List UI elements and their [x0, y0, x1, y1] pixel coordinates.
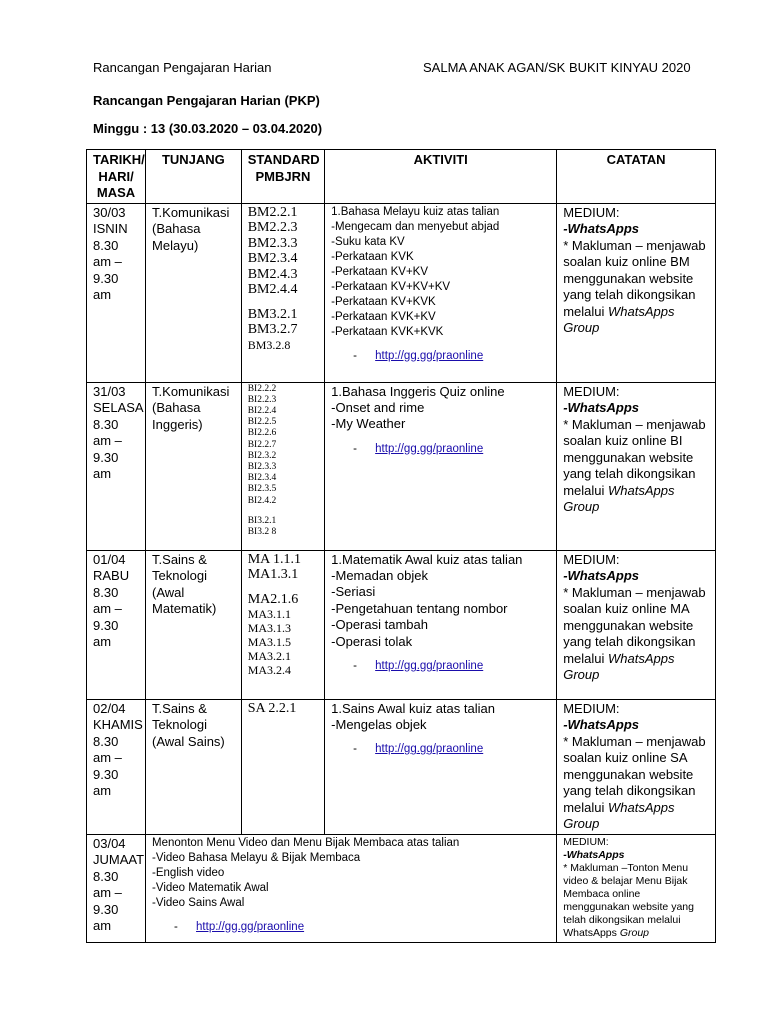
- column-header-tunjang: TUNJANG: [146, 150, 242, 204]
- day: SELASA: [93, 400, 144, 415]
- date: 30/03: [93, 204, 126, 220]
- date: 01/04: [93, 551, 126, 567]
- table-row: [87, 834, 716, 942]
- link-dash: -: [174, 920, 178, 933]
- time: 8.30 am – 9.30 am: [93, 733, 122, 798]
- standards-group-b: [248, 592, 318, 608]
- standards-group-a: [248, 552, 318, 583]
- list-item: -Mengecam dan menyebut abjad: [331, 220, 500, 233]
- list-item: -Perkataan KV+KVK: [331, 295, 436, 308]
- note-medium: MEDIUM:: [563, 551, 620, 567]
- praonline-link[interactable]: http://gg.gg/praonline: [196, 920, 305, 933]
- date-cell: [87, 834, 146, 942]
- date-cell: [87, 550, 146, 699]
- list-item: -Pengetahuan tentang nombor: [331, 600, 508, 616]
- list-item: -Suku kata KV: [331, 235, 405, 248]
- list-item: BI2.2.4: [247, 405, 277, 416]
- date: 03/04: [93, 835, 126, 851]
- tunjang-cell: T.Komunikasi (Bahasa Melayu): [146, 203, 242, 382]
- list-item: BM3.2.8: [247, 337, 291, 352]
- notes-cell: [557, 834, 716, 942]
- standards-group-c: [248, 607, 318, 677]
- list-item: MA2.1.6: [247, 591, 299, 607]
- day: RABU: [93, 568, 130, 583]
- list-item: BI2.2.5: [247, 417, 277, 428]
- link-dash: -: [353, 442, 357, 455]
- list-item: SA 2.2.1: [247, 700, 297, 716]
- date: 31/03: [93, 383, 126, 399]
- link-dash: -: [353, 349, 357, 362]
- list-item: BI2.3.2: [247, 450, 277, 461]
- standard-cell: [241, 699, 324, 834]
- day: ISNIN: [93, 221, 128, 236]
- note-group: Group: [619, 926, 650, 939]
- list-item: 1.Bahasa Melayu kuiz atas talian: [331, 205, 500, 218]
- day: KHAMIS: [93, 717, 143, 732]
- list-item: -Operasi tolak: [331, 633, 413, 649]
- standard-cell: [241, 382, 324, 550]
- link-dash: -: [353, 659, 357, 672]
- list-item: MA3.1.1: [247, 607, 292, 621]
- tunjang-cell: T.Komunikasi (Bahasa Inggeris): [146, 382, 242, 550]
- day: JUMAAT: [93, 852, 145, 867]
- list-item: BI2.2.2: [247, 383, 277, 394]
- notes-cell: [557, 550, 716, 699]
- note-medium: MEDIUM:: [563, 204, 620, 220]
- list-item: -Video Matematik Awal: [152, 881, 269, 894]
- praonline-link[interactable]: http://gg.gg/praonline: [375, 743, 484, 756]
- list-item: BI3.2.1: [247, 515, 277, 526]
- column-header-date: TARIKH/ HARI/ MASA: [87, 150, 146, 204]
- list-item: MA3.1.5: [247, 635, 292, 649]
- note-text: * Makluman – menjawab soalan kuiz online MA menggunakan website yang telah dikongsikan melalui: [563, 584, 706, 666]
- activity-list: [331, 384, 550, 433]
- list-item: -Memadan objek: [331, 567, 428, 583]
- list-item: MA 1.1.1: [247, 551, 301, 567]
- list-item: -Perkataan KV+KV: [331, 265, 429, 278]
- note-app: -WhatsApps: [563, 848, 625, 861]
- activity-list: [331, 701, 550, 734]
- activity-cell: [325, 382, 557, 550]
- list-item: BI3.2 8: [247, 526, 277, 537]
- document-title: Rancangan Pengajaran Harian (PKP): [93, 93, 320, 108]
- tunjang-cell: T.Sains & Teknologi (Awal Matematik): [146, 550, 242, 699]
- note-app: -WhatsApps: [563, 400, 640, 415]
- table-row: [87, 550, 716, 699]
- note-text: * Makluman – menjawab soalan kuiz online BI menggunakan website yang telah dikongsikan melalui: [563, 416, 706, 498]
- column-header-activity: AKTIVITI: [325, 150, 557, 204]
- time: 8.30 am – 9.30 am: [93, 416, 122, 481]
- header-left: Rancangan Pengajaran Harian: [93, 60, 272, 75]
- standards-group-c: [248, 338, 318, 352]
- list-item: BM3.2.7: [247, 322, 298, 337]
- list-item: BI2.2.3: [247, 394, 277, 405]
- note-group: WhatsApps Group: [563, 650, 675, 682]
- activity-list: [331, 552, 550, 650]
- notes-cell: [557, 203, 716, 382]
- list-item: BI2.2.6: [247, 428, 277, 439]
- list-item: MA3.2.1: [247, 649, 292, 663]
- list-item: -English video: [152, 866, 225, 879]
- list-item: -Onset and rime: [331, 399, 425, 415]
- praonline-link[interactable]: http://gg.gg/praonline: [375, 442, 484, 455]
- activity-cell: [325, 203, 557, 382]
- note-medium: MEDIUM:: [563, 835, 609, 848]
- column-header-notes: CATATAN: [557, 150, 716, 204]
- list-item: MA1.3.1: [247, 567, 299, 582]
- note-group: WhatsApps Group: [563, 482, 675, 514]
- list-item: -Perkataan KVK+KVK: [331, 325, 444, 338]
- tunjang-cell: T.Sains & Teknologi (Awal Sains): [146, 699, 242, 834]
- list-item: -Mengelas objek: [331, 716, 427, 732]
- standards-group-a: [248, 701, 318, 717]
- list-item: 1.Bahasa Inggeris Quiz online: [331, 383, 505, 399]
- note-app: -WhatsApps: [563, 221, 640, 236]
- time: 8.30 am – 9.30 am: [93, 237, 122, 302]
- activity-cell: [325, 699, 557, 834]
- list-item: BI2.3.4: [247, 473, 277, 484]
- list-item: -Seriasi: [331, 584, 376, 600]
- list-item: Menonton Menu Video dan Menu Bijak Membaca atas talian: [152, 836, 460, 849]
- list-item: BI2.3.5: [247, 484, 277, 495]
- standards-group-a: [248, 384, 318, 507]
- note-text: * Makluman –Tonton Menu video & belajar Menu Bijak Membaca online menggunakan website yang telah dikongsikan melalui WhatsApps: [563, 861, 694, 939]
- list-item: -My Weather: [331, 416, 406, 432]
- note-text: * Makluman – menjawab soalan kuiz online BM menggunakan website yang telah dikongsikan melalui: [563, 237, 706, 319]
- list-item: -Perkataan KVK+KV: [331, 310, 436, 323]
- list-item: 1.Sains Awal kuiz atas talian: [331, 700, 495, 716]
- list-item: BM2.2.1: [247, 204, 298, 220]
- table-row: [87, 382, 716, 550]
- date-cell: [87, 699, 146, 834]
- standards-group-b: [248, 307, 318, 338]
- list-item: -Video Bahasa Melayu & Bijak Membaca: [152, 851, 361, 864]
- list-item: -Operasi tambah: [331, 617, 428, 633]
- note-app: -WhatsApps: [563, 717, 640, 732]
- list-item: BM2.4.3: [247, 266, 298, 282]
- list-item: MA3.1.3: [247, 621, 292, 635]
- note-text: * Makluman – menjawab soalan kuiz online SA menggunakan website yang telah dikongsikan melalui: [563, 733, 706, 815]
- time: 8.30 am – 9.30 am: [93, 868, 122, 933]
- list-item: -Video Sains Awal: [152, 896, 245, 909]
- table-row: [87, 203, 716, 382]
- list-item: BI2.2.7: [247, 439, 277, 450]
- notes-cell: [557, 382, 716, 550]
- activity-cell: [325, 550, 557, 699]
- list-item: BM2.2.3: [247, 220, 298, 235]
- link-dash: -: [353, 743, 357, 756]
- note-app: -WhatsApps: [563, 568, 640, 583]
- notes-cell: [557, 699, 716, 834]
- praonline-link[interactable]: http://gg.gg/praonline: [375, 659, 484, 672]
- list-item: MA3.2.4: [247, 663, 292, 677]
- standards-group-b: [248, 516, 318, 538]
- time: 8.30 am – 9.30 am: [93, 584, 122, 649]
- list-item: -Perkataan KVK: [331, 250, 414, 263]
- praonline-link[interactable]: http://gg.gg/praonline: [375, 349, 484, 362]
- header-right: SALMA ANAK AGAN/SK BUKIT KINYAU 2020: [423, 60, 691, 75]
- list-item: BM2.3.3: [247, 235, 298, 251]
- activity-list: [152, 836, 550, 911]
- list-item: BM2.4.4: [247, 282, 298, 297]
- list-item: 1.Matematik Awal kuiz atas talian: [331, 551, 523, 567]
- date: 02/04: [93, 700, 126, 716]
- standard-cell: [241, 550, 324, 699]
- table-header-row: [87, 150, 716, 204]
- lesson-plan-table: [86, 149, 716, 943]
- date-cell: [87, 382, 146, 550]
- activity-cell-merged: [146, 834, 557, 942]
- list-item: BI2.4.2: [247, 495, 277, 506]
- date-cell: [87, 203, 146, 382]
- standard-cell: [241, 203, 324, 382]
- table-row: [87, 699, 716, 834]
- list-item: -Perkataan KV+KV+KV: [331, 280, 451, 293]
- note-group: WhatsApps Group: [563, 303, 675, 335]
- note-medium: MEDIUM:: [563, 700, 620, 716]
- note-group: WhatsApps Group: [563, 799, 675, 831]
- list-item: BM2.3.4: [247, 251, 298, 266]
- standards-group-a: [248, 205, 318, 298]
- activity-list: [331, 205, 550, 340]
- list-item: BI2.3.3: [247, 461, 277, 472]
- week-label: Minggu : 13 (30.03.2020 – 03.04.2020): [93, 121, 323, 136]
- column-header-standard: STANDARD PMBJRN: [241, 150, 324, 204]
- note-medium: MEDIUM:: [563, 383, 620, 399]
- list-item: BM3.2.1: [247, 306, 298, 322]
